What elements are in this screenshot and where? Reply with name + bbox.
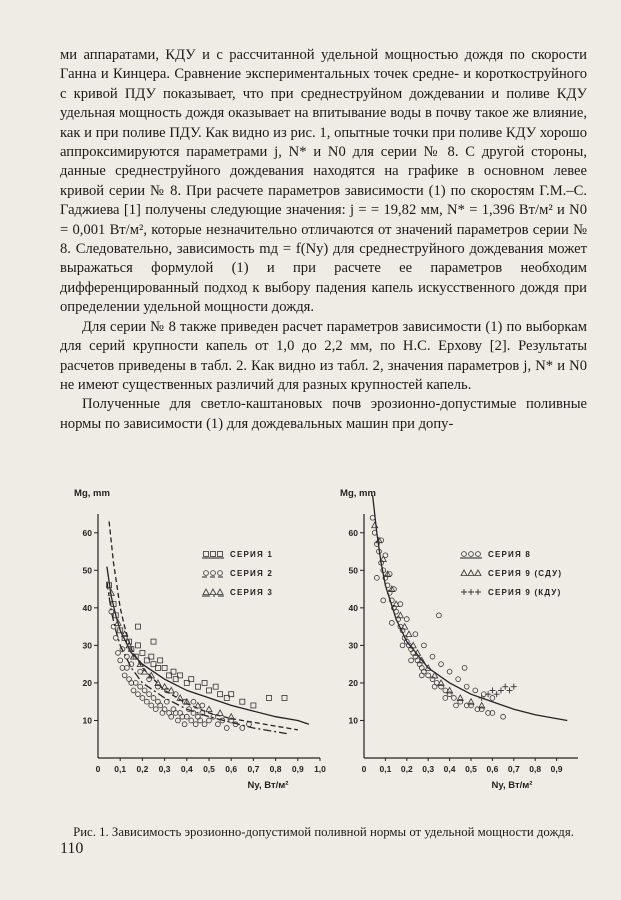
data-point [122,673,127,678]
data-point [498,687,504,693]
data-point [151,696,156,701]
x-tick-label: 0,8 [529,764,542,774]
data-point [400,643,405,648]
x-tick-label: 0,8 [269,764,282,774]
data-point [138,684,143,689]
legend-marker [211,571,216,576]
data-point [430,677,435,682]
data-point [207,718,212,723]
x-tick-label: 1,0 [314,764,326,774]
x-tick-label: 0,9 [550,764,563,774]
data-point [502,684,508,690]
data-point [490,696,495,701]
y-tick-label: 30 [82,640,92,651]
data-point [394,609,399,614]
data-point [266,695,271,700]
data-point [479,695,485,701]
y-axis-title: Mg, mm [74,488,110,499]
x-tick-label: 0,2 [136,764,149,774]
data-point [473,688,478,693]
data-point [247,722,252,727]
y-tick-label: 60 [82,527,92,538]
data-point [158,658,163,663]
data-point [381,598,386,603]
y-tick-label: 50 [82,565,92,576]
x-tick-label: 0,3 [422,764,435,774]
legend-label: СЕРИЯ 8 [488,550,532,559]
x-tick-label: 0,3 [158,764,171,774]
x-tick-label: 0,4 [443,764,456,774]
data-point [189,718,194,723]
y-axis-title: Mg, mm [340,488,376,499]
legend-label: СЕРИЯ 2 [230,569,274,578]
figure-caption: Рис. 1. Зависимость эрозионно-допустимой поливной нормы от удельной мощности дождя. [73,825,574,839]
data-point [240,726,245,731]
data-point [409,658,414,663]
data-point [507,687,513,693]
data-point [162,707,167,712]
data-point [511,684,517,690]
legend-label: СЕРИЯ 9 (СДУ) [488,569,563,578]
paragraph-2: Для серии № 8 также приведен расчет параметров зависимости (1) по выборкам для серий крупности капель от 1,0 до 2,2 мм, по Н.С. Ерхову [2]. Результаты расчетов приведены в табл. 2. Как видно из табл. 2, значения параметров j, N* и N0 не имеют существенных различий для разных крупностей капель. [60,318,587,393]
data-point [198,718,203,723]
data-point [158,703,163,708]
data-point [202,722,207,727]
data-point [206,706,212,712]
x-tick-label: 0,6 [486,764,499,774]
curve-серия-8 [373,495,568,720]
data-point [147,677,152,682]
data-point [113,635,118,640]
data-point [370,515,375,520]
data-point [430,654,435,659]
data-point [144,699,149,704]
x-tick-label: 0,2 [400,764,413,774]
y-tick-label: 20 [82,677,92,688]
data-point [447,669,452,674]
y-tick-label: 10 [348,715,358,726]
data-point [162,684,168,690]
data-point [224,726,229,731]
data-point [389,620,394,625]
data-point [437,613,442,618]
legend-marker [462,552,467,557]
legend-label: СЕРИЯ 9 (КДУ) [488,588,562,597]
legend-marker [210,589,216,595]
y-tick-label: 50 [348,565,358,576]
x-tick-label: 0,1 [379,764,392,774]
data-point [131,688,136,693]
data-point [426,673,431,678]
y-tick-label: 30 [348,640,358,651]
legend-label: СЕРИЯ 3 [230,588,274,597]
data-point [193,722,198,727]
data-point [195,684,200,689]
data-point [135,624,140,629]
x-tick-label: 0,7 [507,764,520,774]
data-point [153,707,158,712]
figure-1 [58,488,578,800]
x-tick-label: 0,4 [180,764,193,774]
y-tick-label: 40 [348,602,358,613]
data-point [116,650,121,655]
data-point [142,688,147,693]
data-point [124,654,129,659]
data-point [432,684,437,689]
data-point [149,703,154,708]
data-point [489,687,495,693]
y-tick-label: 40 [82,602,92,613]
data-point [140,650,145,655]
x-tick-label: 0,7 [247,764,260,774]
legend-marker [461,570,467,576]
paragraph-3: Полученные для светло-каштановых почв эрозионно-допустимые поливные нормы по зависимости (1) для дождевальных машин при допу- [60,396,587,432]
legend-marker [204,571,209,576]
legend-marker [204,552,209,557]
legend-marker [475,589,481,595]
data-point [451,696,456,701]
x-tick-label: 0,5 [203,764,215,774]
data-point [406,631,412,637]
data-point [282,695,287,700]
data-point [456,677,461,682]
data-point [156,684,161,689]
data-point [207,688,212,693]
data-point [135,643,140,648]
x-tick-label: 0,9 [291,764,304,774]
data-point [176,718,181,723]
x-tick-label: 0,6 [225,764,238,774]
legend-marker [203,589,209,595]
data-point [118,658,123,663]
data-point [140,696,145,701]
data-point [213,684,218,689]
curve-серия-1 [107,567,309,725]
legend-marker [468,570,474,576]
data-point [422,643,427,648]
legend-marker [217,589,223,595]
data-point [372,522,378,528]
data-point [462,666,467,671]
data-point [218,692,223,697]
data-point [447,692,452,697]
legend-marker [218,571,223,576]
data-point [191,699,196,704]
legend-marker [461,589,467,595]
legend-marker [468,589,474,595]
data-point [215,722,220,727]
data-point [404,617,409,622]
data-point [443,696,448,701]
x-axis-title: Ny, Вт/м² [491,780,533,791]
x-tick-label: 0 [95,764,101,774]
data-point [151,639,156,644]
chart-left [58,488,326,800]
data-point [240,699,245,704]
curve-серия-3 [107,582,287,734]
data-point [164,699,169,704]
chart-right [316,488,578,800]
data-point [147,692,152,697]
data-point [464,684,469,689]
legend-marker [476,552,481,557]
data-point [182,722,187,727]
data-point [419,673,424,678]
y-tick-label: 20 [348,677,358,688]
body-text [60,46,587,434]
data-point [458,699,463,704]
data-point [162,665,167,670]
paragraph-1: ми аппаратами, КДУ и с рассчитанной удельной мощностью дождя по скорости Ганна и Кинцера. Сравнение экспериментальных точек средне- и короткоструйного с кривой ПДУ показывает, что при среднеструйном дождевании и поливе КДУ удельная мощность дождя оказывает на впитывание воды в почву такое же влияние, как и при поливе ПДУ. Как видно из рис. 1, опытные точки при поливе КДУ хорошо аппроксимируются параметрами j, N* и N0 для серии № 8. С другой стороны, данные среднеструйного дождевания находятся на графике в основном левее кривой серии № 8. При расчете параметров зависимости (1) по скоростям Г.М.–С. Гаджиева [1] получены следующие значения: j = = 19,82 мм, N* = 1,396 Вт/м² и N0 = 0,001 Вт/м², которые незначительно отличаются от значений параметров серии № 8. Следовательно, зависимость mд = f(Ny) для среднеструйного дождевания может выражаться формулой (1) и при расчете ее параметров необходим дифференцированный подход к выбору падения капель искусственного дождя при определении удельной мощности дождя. [60,47,587,316]
x-tick-label: 0,1 [114,764,127,774]
x-tick-label: 0 [361,764,367,774]
legend-marker [218,552,223,557]
data-point [217,710,223,716]
legend-label: СЕРИЯ 1 [230,550,274,559]
y-tick-label: 60 [348,527,358,538]
data-point [202,680,207,685]
data-point [454,703,459,708]
data-point [136,692,141,697]
x-tick-label: 0,5 [465,764,477,774]
data-point [251,703,256,708]
data-point [439,684,444,689]
data-point [501,714,506,719]
y-tick-label: 10 [82,715,92,726]
legend-marker [211,552,216,557]
page-number: 110 [60,840,84,857]
x-axis-title: Ny, Вт/м² [247,780,289,791]
data-point [169,714,174,719]
legend-marker [475,570,481,576]
data-point [413,632,418,637]
data-point [439,662,444,667]
data-point [374,575,379,580]
legend-marker [469,552,474,557]
